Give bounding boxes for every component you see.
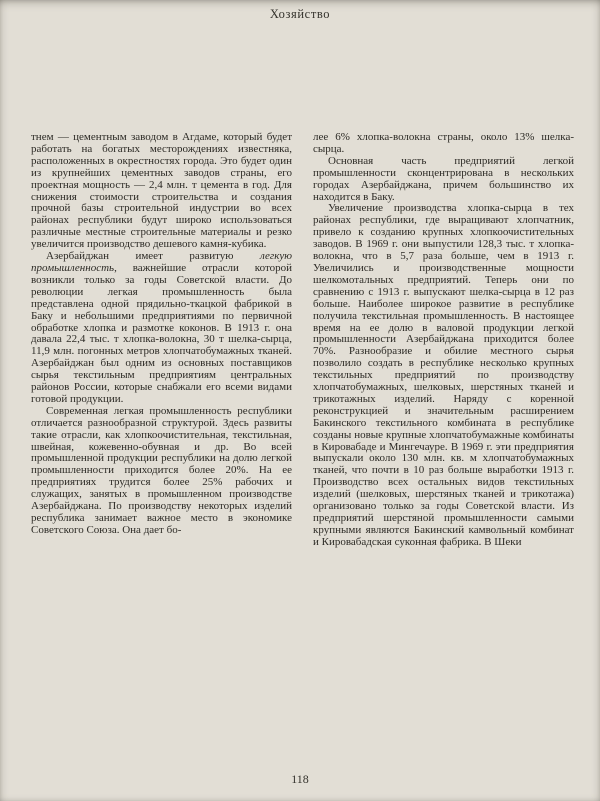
- paragraph-continuation: лее 6% хлопка-волокна страны, около 13% шелка-сырца.: [313, 131, 574, 155]
- paragraph-emphasis: легкую промышленность: [31, 250, 292, 274]
- left-column: [31, 132, 292, 549]
- paragraph: [31, 251, 292, 406]
- running-head: Хозяйство: [269, 7, 331, 21]
- paragraph-continuation: тнем — цементным заводом в Агдаме, который будет работать на богатых месторождениях известняка, расположенных в окрестностях города. Это будет один из крупнейших цементных заводов страны, его проектная мощность — 2,4 млн. т цемента в год. Для снижения стоимости строительства и создания прочной базы строительной индустрии во всех районах республики будут широко использоваться различные местные строительные материалы и резко увеличится производство дешевого камня-кубика.: [31, 131, 292, 251]
- paragraph-text: Азербайджан имеет развитую: [46, 250, 260, 263]
- page-number: 118: [291, 772, 309, 786]
- right-column: [313, 132, 574, 549]
- paragraph: Современная легкая промышленность республики отличается разнообразной структурой. Здесь развиты такие отрасли, как хлопкоочистительная, текстильная, швейная, кожевенно-обувная и др. Во всей промышленной продукции республики на долю легкой промышленности приходится более 20%. На ее предприятиях трудится более 25% рабочих и служащих, занятых в промышленном производстве Азербайджана. По производству некоторых изделий республика занимает важное место в экономике Советского Союза. Она дает бо-: [31, 404, 292, 536]
- paragraph: Основная часть предприятий легкой промышленности сконцентрирована в нескольких городах Азербайджана, причем большинство их находится в Баку.: [313, 154, 574, 203]
- text-columns: [31, 132, 574, 549]
- paragraph: Увеличение производства хлопка-сырца в тех районах республики, где выращивают хлопчатник, привело к созданию крупных хлопкоочистительных заводов. В 1969 г. они выпустили 128,3 тыс. т хлопка-волокна, что в 5,7 раза больше, чем в 1913 г. Увеличились и производственные мощности шелкомотальных предприятий. Теперь они по сравнению с 1913 г. выпускают шелка-сырца в 12 раз больше. Наиболее широкое развитие в республике получила текстильная промышленность. В настоящее время на ее долю в валовой продукции легкой промышленности Азербайджана приходится более 70%. Разнообразие и обилие местного сырья позволило создать в республике несколько крупных текстильных предприятий по производству хлопчатобумажных, шелковых, шерстяных тканей и трикотажных изделий. Наряду с коренной реконструкцией и значительным расширением Бакинского текстильного комбината в республике созданы новые крупные хлопчатобумажные комбинаты в Кировабаде и Мингечауре. В 1969 г. эти предприятия выпускали около 130 млн. кв. м хлопчатобумажных тканей, что почти в 10 раз больше выработки 1913 г. Производство всех остальных видов текстильных изделий (шелковых, шерстяных тканей и трикотажа) организовано только за годы Советской власти. Из предприятий шерстяной промышленности самыми крупными являются Бакинский камвольный комбинат и Кировабадская суконная фабрика. В Шеки: [313, 202, 574, 548]
- paragraph-text: , важнейшие отрасли которой возникли только за годы Советской власти. До революции легкая промышленность была представлена одной прядильно-ткацкой фабрикой в Баку и небольшими предприятиями по первичной обработке хлопка и размотке коконов. В 1913 г. она давала 22,4 тыс. т хлопка-волокна, 30 т шелка-сырца, 11,9 млн. погонных метров хлопчатобумажных тканей. Азербайджан был одним из основных поставщиков сырья текстильным предприятиям центральных районов России, которые снабжали его всеми видами готовой продукции.: [31, 261, 292, 405]
